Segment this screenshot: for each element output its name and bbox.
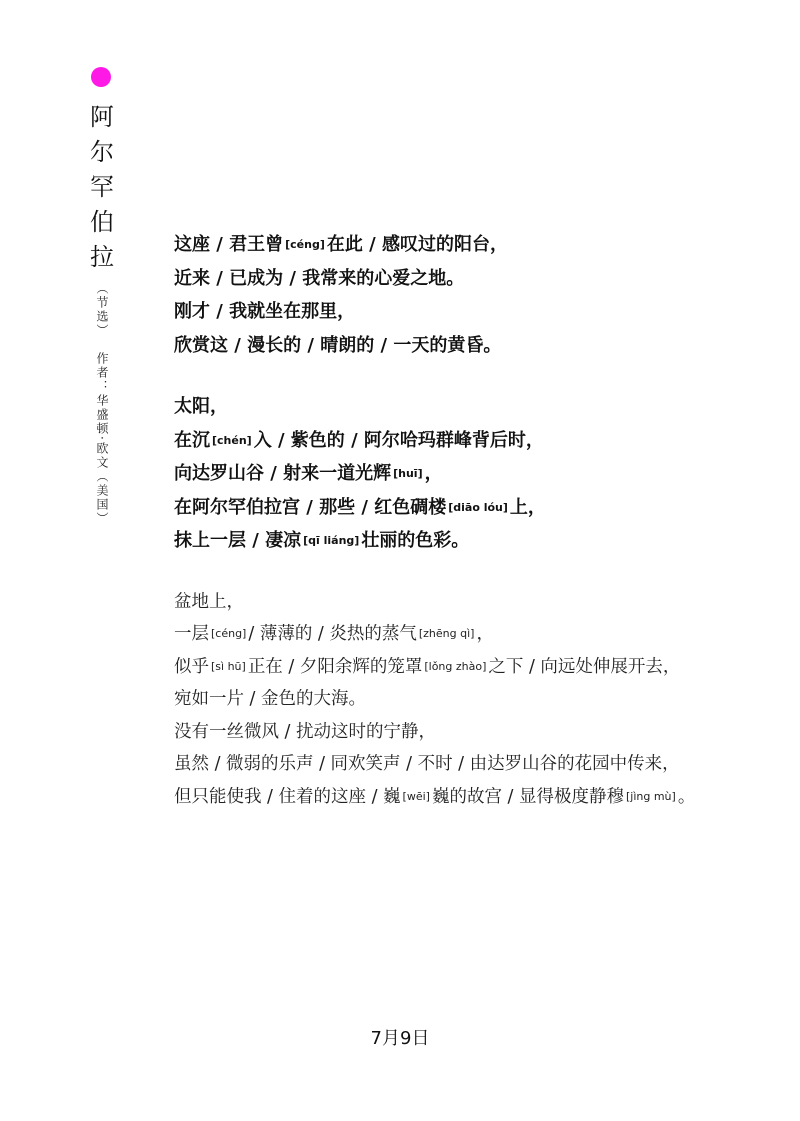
title-char: 尔 xyxy=(90,138,114,166)
poem-line: 盆地上， xyxy=(174,591,244,612)
poem-line xyxy=(174,524,714,558)
title-char: 阿 xyxy=(90,103,114,131)
line-text: 壮丽的色彩。 xyxy=(361,530,470,551)
pinyin-annotation: [céng] xyxy=(211,627,247,641)
line-text: 这座 / 君王曾 xyxy=(174,234,284,255)
pinyin-annotation: [sì hū] xyxy=(211,659,246,673)
line-text: 正在 / 夕阳余辉的笼罩 xyxy=(247,656,423,677)
pinyin-annotation: [diāo lóu] xyxy=(448,500,508,514)
line-text: 但只能使我 / 住着的这座 / 巍 xyxy=(174,787,401,808)
poem-line: 宛如一片 / 金色的大海。 xyxy=(174,689,367,710)
line-text: 向达罗山谷 / 射来一道光辉 xyxy=(174,463,392,484)
poem-line: 欣赏这 / 漫长的 / 晴朗的 / 一天的黄昏。 xyxy=(174,334,502,356)
poem-line xyxy=(174,781,714,814)
pinyin-annotation: [lǒng zhào] xyxy=(424,659,487,673)
poem-line xyxy=(174,491,714,525)
line-text: 在沉 xyxy=(174,429,210,451)
poem-line xyxy=(174,618,714,651)
pinyin-annotation: [zhēng qì] xyxy=(418,627,475,641)
pinyin-annotation: [chén] xyxy=(212,433,252,447)
excerpt-note: （节选） xyxy=(95,282,109,338)
page-date: 7月9日 xyxy=(370,1028,430,1049)
line-text: 之下 / 向远处伸展开去， xyxy=(488,656,681,677)
line-text: 一层 xyxy=(174,624,209,645)
stanza-2 xyxy=(174,390,714,558)
poem-line: 虽然 / 微弱的乐声 / 同欢笑声 / 不时 / 由达罗山谷的花园中传来， xyxy=(174,754,680,775)
vertical-subtitle xyxy=(94,282,110,526)
poem-body xyxy=(174,228,714,814)
pinyin-annotation: [qī liáng] xyxy=(303,534,360,547)
author-line: 作者：华盛顿·欧文（美国） xyxy=(95,352,109,526)
title-char: 罕 xyxy=(90,173,114,201)
title-char: 伯 xyxy=(90,208,114,236)
line-text: 在此 / 感叹过的阳台， xyxy=(326,234,508,255)
line-text: ， xyxy=(424,463,443,484)
line-text: ， xyxy=(476,624,494,645)
accent-dot xyxy=(91,67,111,87)
line-text: 。 xyxy=(677,787,696,808)
stanza-3 xyxy=(174,586,714,814)
line-text: 似乎 xyxy=(174,656,209,677)
line-text: 上， xyxy=(509,496,546,518)
vertical-title xyxy=(86,100,118,275)
poem-line: 没有一丝微风 / 扰动这时的宁静， xyxy=(174,721,437,742)
line-text: 在阿尔罕伯拉宫 / 那些 / 红色碉楼 xyxy=(174,496,447,518)
line-text: 巍的故宫 / 显得极度静穆 xyxy=(431,787,624,808)
line-text: / 薄薄的 / 炎热的蒸气 xyxy=(248,624,417,645)
line-text: 抹上一层 / 凄凉 xyxy=(174,530,302,551)
stanza-1 xyxy=(174,228,714,362)
poem-line xyxy=(174,457,714,491)
title-char: 拉 xyxy=(90,243,114,271)
poem-line: 近来 / 已成为 / 我常来的心爱之地。 xyxy=(174,267,465,289)
pinyin-annotation: [céng] xyxy=(285,238,325,251)
poem-line xyxy=(174,424,714,458)
pinyin-annotation: [huī] xyxy=(393,467,423,480)
poem-line xyxy=(174,228,714,262)
pinyin-annotation: [jìng mù] xyxy=(625,790,676,804)
poem-line xyxy=(174,651,714,684)
poem-line: 刚才 / 我就坐在那里， xyxy=(174,301,356,322)
line-text: 入 / 紫色的 / 阿尔哈玛群峰背后时， xyxy=(253,429,544,451)
poem-line: 太阳， xyxy=(174,396,228,417)
pinyin-annotation: [wēi] xyxy=(402,790,430,804)
